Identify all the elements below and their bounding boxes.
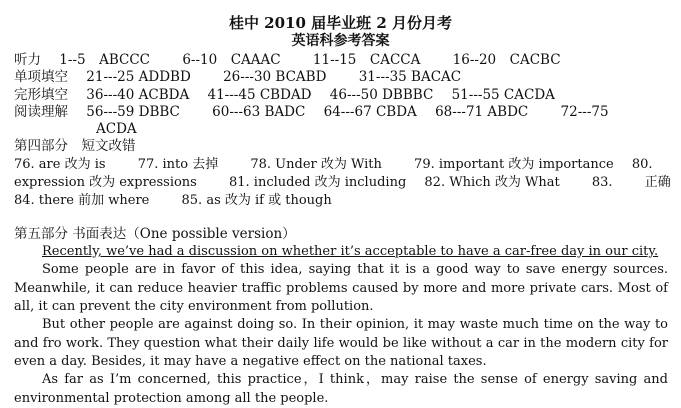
correction-item: 85. as 改为 if 或 though [181, 193, 332, 208]
correction-item: 77. into 去掉 [137, 157, 219, 172]
reading-answers-continued: ACDA [96, 121, 137, 137]
correction-item: 82. Which 改为 What [424, 175, 560, 190]
answer-group: 31---35 BACAC [358, 69, 462, 85]
section-label: 听力 [14, 52, 41, 68]
essay-intro-text: Recently, we’ve had a discussion on whether it’s acceptable to have a car-free day in our city. [42, 244, 659, 259]
answer-group: 11--15 CACCA [312, 52, 421, 68]
answer-group: 21---25 ADDBD [86, 69, 191, 85]
section-label: 阅读理解 [14, 104, 68, 120]
correction-item: expression 改为 expressions [14, 175, 197, 190]
part4-line-3 [14, 192, 332, 209]
answer-group: 41---45 CBDAD [207, 87, 312, 103]
part4-line-2 [14, 174, 671, 191]
single-choice-answers [14, 69, 461, 86]
answer-group: 16--20 CACBC [452, 52, 561, 68]
answer-group: 72---75 [560, 104, 609, 120]
part4-line-1 [14, 156, 653, 173]
answer-group: 46---50 DBBBC [329, 87, 434, 103]
correction-item: 80. [631, 157, 653, 172]
correction-item: 81. included 改为 including [229, 175, 407, 190]
essay-paragraph-1: Some people are in favor of this idea, saying that it is a good way to save energy sources. Meanwhile, it can reduce heavier traffic problems caused by more and more private cars. Most of all, it can prevent the city environment from pollution. [14, 262, 668, 314]
answer-group: 51---55 CACDA [451, 87, 555, 103]
page-subtitle: 英语科参考答案 [291, 33, 390, 49]
answer-group: 60---63 BADC [212, 104, 306, 120]
essay-intro [14, 243, 668, 262]
part5-heading: 第五部分 书面表达（One possible version） [14, 226, 296, 242]
correction-item: 83. [591, 175, 613, 190]
answer-group: 1--5 ABCCC [59, 52, 151, 68]
section-label: 完形填空 [14, 87, 68, 103]
part4-heading: 第四部分 短文改错 [14, 138, 136, 154]
page-title: 桂中 2010 届毕业班 2 月份月考 [228, 14, 453, 32]
answer-group: 6--10 CAAAC [182, 52, 281, 68]
answer-group: 26---30 BCABD [223, 69, 327, 85]
reading-answers [14, 104, 609, 121]
answer-group: 56---59 DBBC [86, 104, 180, 120]
answer-group: 36---40 ACBDA [86, 87, 190, 103]
correction-item: 79. important 改为 importance [414, 157, 614, 172]
correction-item: 正确 [644, 175, 671, 190]
section-label: 单项填空 [14, 69, 68, 85]
essay-paragraph-3: As far as I’m concerned, this practice，I think，may raise the sense of energy saving and environmental protection among all the people. [14, 372, 668, 406]
cloze-answers [14, 87, 555, 104]
answer-group: 64---67 CBDA [323, 104, 417, 120]
correction-item: 84. there 前加 where [14, 193, 150, 208]
essay-paragraph-2: But other people are against doing so. In their opinion, it may waste much time on the way to and fro work. They question what their daily life would be like without a car in the modern city for even a day. Besides, it may have a negative effect on the national taxes. [14, 317, 668, 369]
correction-item: 76. are 改为 is [14, 157, 106, 172]
listening-answers [14, 52, 561, 69]
answer-group: 68---71 ABDC [435, 104, 529, 120]
correction-item: 78. Under 改为 With [250, 157, 382, 172]
